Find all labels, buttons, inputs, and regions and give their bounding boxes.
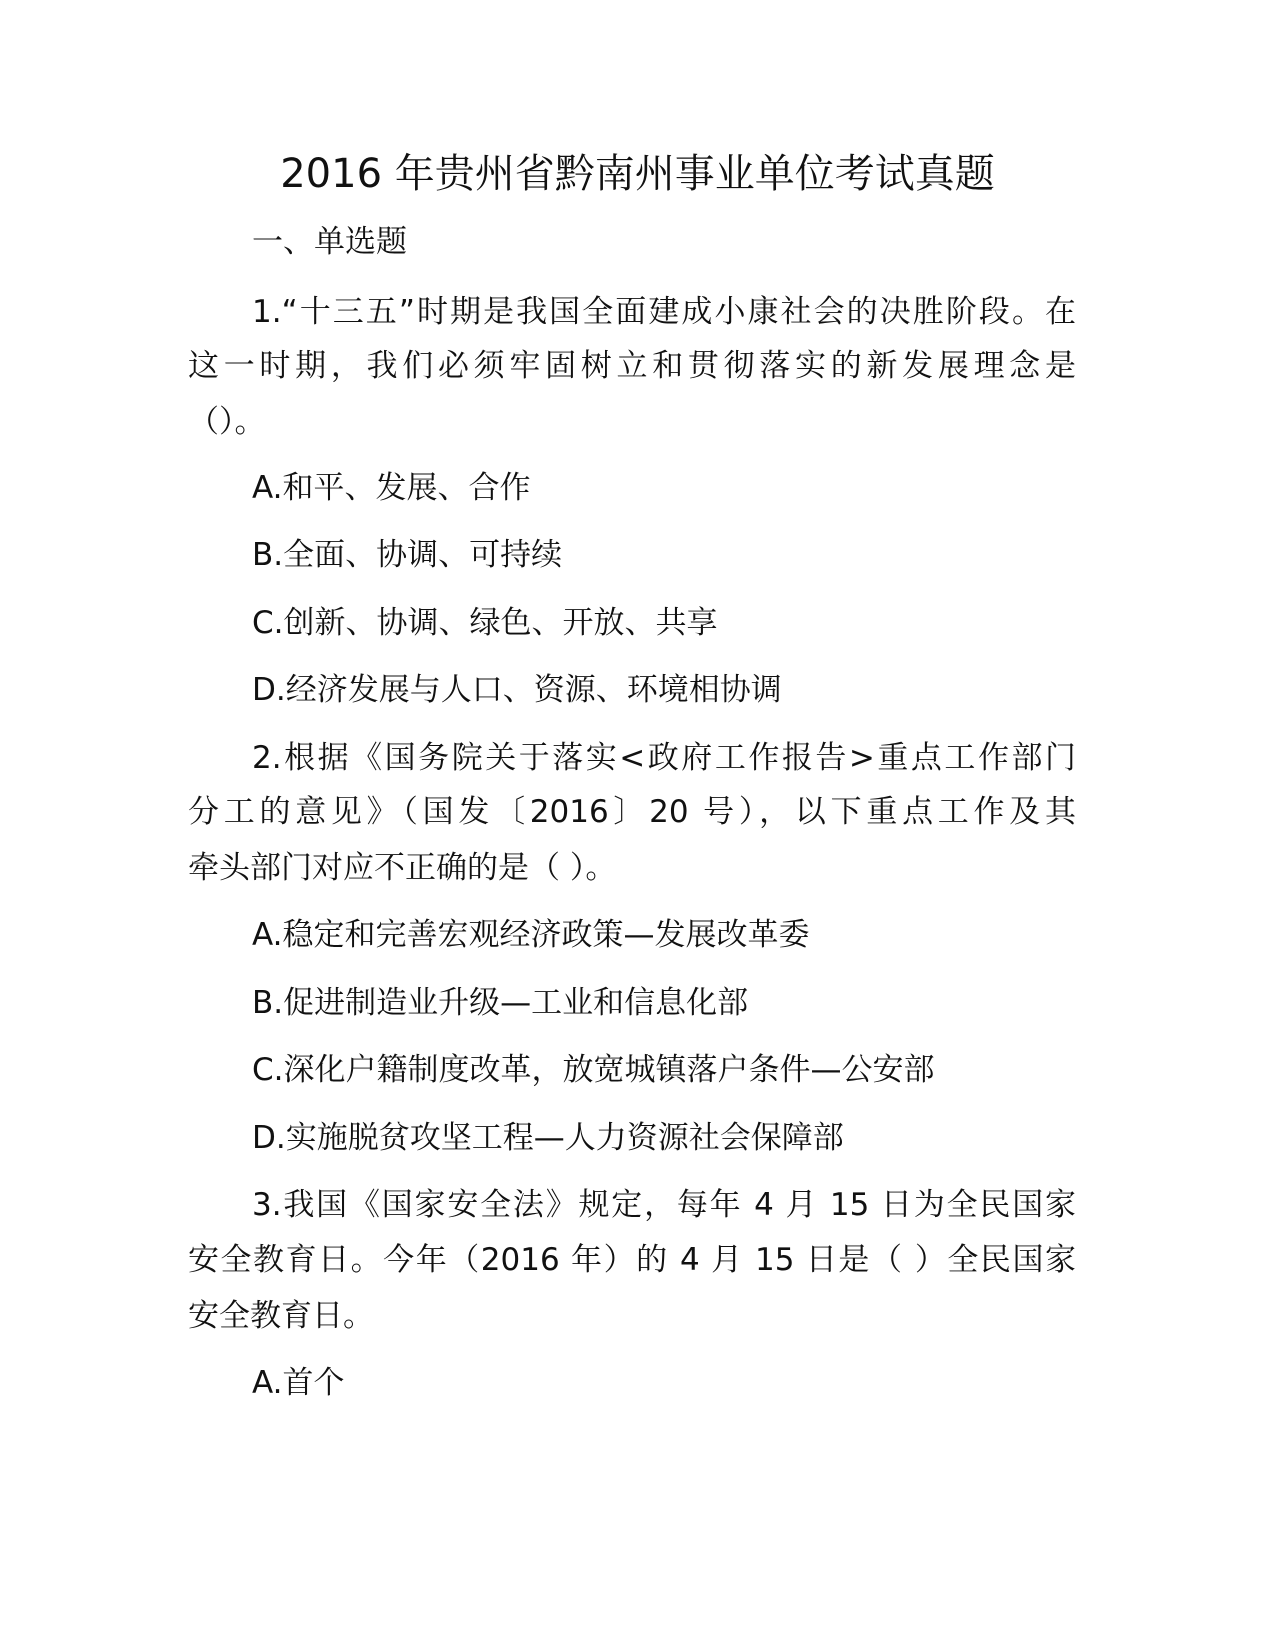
question-3-line-2: 安全教育日。今年（2016 年）的 4 月 15 日是（ ）全民国家 (188, 1242, 1076, 1278)
question-2-option-b: B.促进制造业升级—工业和信息化部 (252, 985, 749, 1021)
question-1-option-c: C.创新、协调、绿色、开放、共享 (252, 605, 718, 641)
question-2-line-2: 分工的意见》（国发〔2016〕20 号），以下重点工作及其 (188, 794, 1076, 830)
question-1-option-b: B.全面、协调、可持续 (252, 537, 563, 573)
question-2-option-c: C.深化户籍制度改革，放宽城镇落户条件—公安部 (252, 1052, 935, 1088)
question-2-option-a: A.稳定和完善宏观经济政策—发展改革委 (252, 917, 810, 953)
question-1-line-1: 1.“十三五”时期是我国全面建成小康社会的决胜阶段。在 (252, 294, 1076, 330)
question-1-line-3: （）。 (188, 404, 266, 440)
question-1-option-a: A.和平、发展、合作 (252, 470, 531, 506)
question-1-option-d: D.经济发展与人口、资源、环境相协调 (252, 672, 782, 708)
question-1-line-2: 这一时期，我们必须牢固树立和贯彻落实的新发展理念是 (188, 348, 1076, 384)
question-2-line-1: 2.根据《国务院关于落实<政府工作报告>重点工作部门 (252, 740, 1076, 776)
question-3-line-1: 3.我国《国家安全法》规定，每年 4 月 15 日为全民国家 (252, 1187, 1076, 1223)
question-2-option-d: D.实施脱贫攻坚工程—人力资源社会保障部 (252, 1120, 844, 1156)
page-title: 2016 年贵州省黔南州事业单位考试真题 (280, 151, 995, 197)
question-3-line-3: 安全教育日。 (188, 1298, 374, 1334)
question-2-line-3: 牵头部门对应不正确的是（ ）。 (188, 850, 617, 886)
section-heading: 一、单选题 (252, 224, 407, 260)
question-3-option-a: A.首个 (252, 1365, 345, 1401)
